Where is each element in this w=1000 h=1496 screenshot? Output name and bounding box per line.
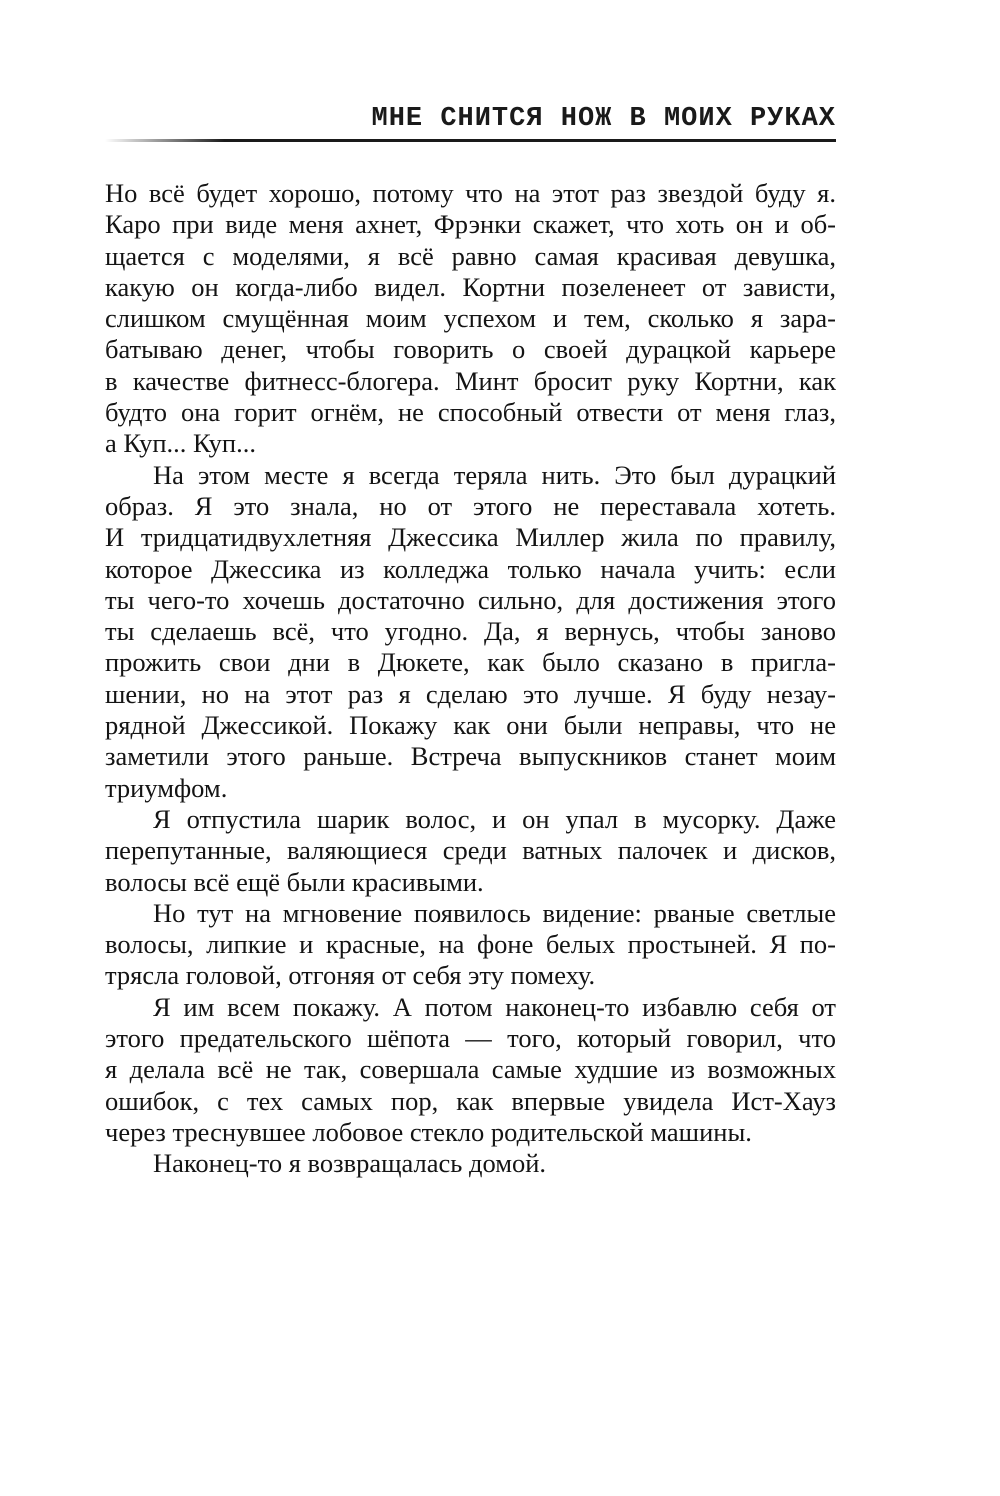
running-title: МНЕ СНИТСЯ НОЖ В МОИХ РУКАХ: [371, 104, 836, 134]
text-line: Каро при виде меня ахнет, Фрэнки скажет, что хоть он и об-: [105, 209, 836, 240]
text-line: щается с моделями, я всё равно самая красивая девушка,: [105, 240, 836, 271]
text-line: волосы, липкие и красные, на фоне белых простыней. Я по-: [105, 929, 836, 960]
text-line: ошибок, с тех самых пор, как впервые увидела Ист-Хауз: [105, 1085, 836, 1116]
text-line: этого предательского шёпота — того, который говорил, что: [105, 1023, 836, 1054]
text-line: прожить свои дни в Дюкете, как было сказано в пригла-: [105, 647, 836, 678]
text-line: триумфом.: [105, 772, 228, 803]
text-line: Я им всем покажу. А потом наконец-то избавлю себя от: [153, 991, 836, 1022]
text-line: Но всё будет хорошо, потому что на этот раз звездой буду я.: [105, 178, 836, 208]
text-line: будто она горит огнём, не способный отвести от меня глаз,: [105, 397, 836, 428]
text-line: какую он когда-либо видел. Кортни позеленеет от зависти,: [105, 271, 836, 302]
text-line: перепутанные, валяющиеся среди ватных палочек и дисков,: [105, 835, 836, 866]
text-line: которое Джессика из колледжа только начала учить: если: [105, 553, 836, 584]
text-line: батываю денег, чтобы говорить о своей дурацкой карьере: [105, 334, 836, 365]
text-line: слишком смущённая моим успехом и тем, сколько я зара-: [105, 303, 836, 334]
text-line: На этом месте я всегда теряла нить. Это был дурацкий: [153, 459, 836, 490]
body-text: [105, 178, 836, 1180]
text-line: рядной Джессикой. Покажу как они были неправы, что не: [105, 710, 836, 741]
text-line: шении, но на этот раз я сделаю это лучше. Я буду незау-: [105, 678, 836, 709]
text-line: волосы всё ещё были красивыми.: [105, 866, 484, 897]
text-line: а Куп... Куп...: [105, 428, 256, 459]
text-line: Наконец-то я возвращалась домой.: [153, 1148, 547, 1179]
text-line: И тридцатидвухлетняя Джессика Миллер жила по правилу,: [105, 522, 836, 553]
header-rule-fade: [105, 139, 225, 142]
text-line: ты сделаешь всё, что угодно. Да, я вернусь, чтобы заново: [105, 616, 836, 647]
text-line: образ. Я это знала, но от этого не переставала хотеть.: [105, 490, 836, 521]
text-line: через треснувшее лобовое стекло родительской машины.: [105, 1116, 752, 1147]
text-line: заметили этого раньше. Встреча выпускников станет моим: [105, 741, 836, 772]
text-line: Я отпустила шарик волос, и он упал в мусорку. Даже: [153, 803, 836, 834]
text-line: трясла головой, отгоняя от себя эту помеху.: [105, 960, 596, 991]
text-line: Но тут на мгновение появилось видение: рваные светлые: [153, 897, 836, 928]
text-line: ты чего-то хочешь достаточно сильно, для достижения этого: [105, 584, 836, 615]
text-line: в качестве фитнесс-блогера. Минт бросит руку Кортни, как: [105, 365, 836, 396]
text-line: я делала всё не так, совершала самые худшие из возможных: [105, 1054, 836, 1085]
